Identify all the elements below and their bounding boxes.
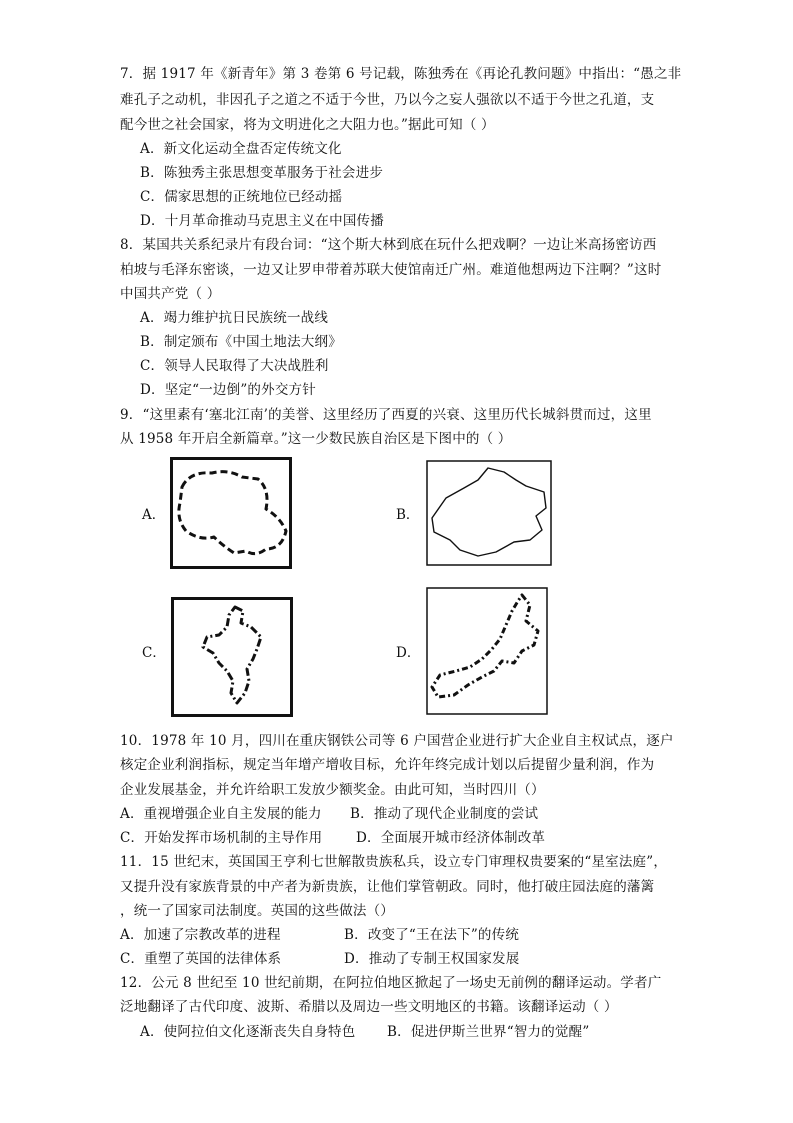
q7-option-a: A．新文化运动全盘否定传统文化 — [140, 141, 342, 157]
q9-stem-line1: 9．“这里素有‘塞北江南’的美誉、这里经历了西夏的兴衰、这里历代长城斜贯而过，这里 — [120, 407, 652, 423]
q12-option-b: B．促进伊斯兰世界“智力的觉醒” — [387, 1024, 590, 1040]
map-c-ningxia-outline — [171, 597, 293, 717]
q11-stem-line3: ，统一了国家司法制度。英国的这些做法（） — [120, 903, 394, 919]
map-label-a: A． — [142, 507, 166, 523]
map-a-tibet-outline — [170, 457, 292, 569]
q10-option-c: C．开始发挥市场机制的主导作用 — [120, 830, 323, 846]
q10-option-b: B．推动了现代企业制度的尝试 — [350, 806, 539, 822]
q7-stem-line2: 难孔子之动机，非因孔子之道之不适于今世，乃以今之妄人强欲以不适于今世之孔道，支 — [120, 92, 655, 108]
q10-option-a: A．重视增强企业自主发展的能力 — [120, 806, 322, 822]
map-d-inner-mongolia-outline — [426, 587, 548, 715]
q11-stem-line2: 又提升没有家族背景的中产者为新贵族，让他们掌管朝政。同时，他打破庄园法庭的藩篱 — [120, 879, 655, 895]
q7-option-c: C．儒家思想的正统地位已经动摇 — [140, 189, 343, 205]
q7-stem-line3: 配今世之社会国家，将为文明进化之大阻力也。”据此可知（ ） — [120, 117, 495, 133]
q8-stem-line2: 柏坡与毛泽东密谈，一边又让罗申带着苏联大使馆南迁广州。难道他想两边下注啊？”这时 — [120, 262, 662, 278]
q10-stem-line3: 企业发展基金，并允许给职工发放少额奖金。由此可知，当时四川（） — [120, 782, 545, 798]
q12-stem-line2: 泛地翻译了古代印度、波斯、希腊以及周边一些文明地区的书籍。该翻译运动（ ） — [120, 999, 618, 1015]
q8-option-d: D．坚定“一边倒”的外交方针 — [140, 382, 316, 398]
q7-stem-line1: 7．据 1917 年《新青年》第 3 卷第 6 号记载，陈独秀在《再论孔教问题》中指出：“愚之非 — [120, 66, 682, 82]
q8-option-b: B．制定颁布《中国土地法大纲》 — [140, 334, 342, 350]
q11-option-b: B．改变了“王在法下”的传统 — [344, 927, 520, 943]
q8-option-a: A．竭力维护抗日民族统一战线 — [140, 310, 329, 326]
q10-stem-line2: 核定企业利润指标，规定当年增产增收目标，允许年终完成计划以后提留少量利润，作为 — [120, 757, 655, 773]
q12-option-a: A．使阿拉伯文化逐渐丧失自身特色 — [140, 1024, 356, 1040]
map-label-b: B． — [396, 507, 420, 523]
map-label-d: D． — [396, 645, 421, 661]
q10-option-d: D．全面展开城市经济体制改革 — [356, 830, 546, 846]
q10-stem-line1: 10．1978 年 10 月，四川在重庆钢铁公司等 6 户国营企业进行扩大企业自主权试点，逐户 — [120, 733, 674, 749]
q7-option-b: B．陈独秀主张思想变革服务于社会进步 — [140, 165, 384, 181]
q8-stem-line3: 中国共产党（ ） — [120, 286, 221, 302]
map-label-c: C． — [142, 645, 166, 661]
map-b-xinjiang-outline — [426, 460, 552, 566]
q12-stem-line1: 12．公元 8 世纪至 10 世纪前期，在阿拉伯地区掀起了一场史无前例的翻译运动。学者广 — [120, 975, 662, 991]
q7-option-d: D．十月革命推动马克思主义在中国传播 — [140, 213, 384, 229]
q9-stem-line2: 从 1958 年开启全新篇章。”这一少数民族自治区是下图中的（ ） — [120, 431, 512, 447]
q8-stem-line1: 8．某国共关系纪录片有段台词：“这个斯大林到底在玩什么把戏啊？一边让米高扬密访西 — [120, 237, 657, 253]
q11-option-a: A．加速了宗教改革的进程 — [120, 927, 281, 943]
q11-stem-line1: 11．15 世纪末，英国国王亨利七世解散贵族私兵，设立专门审理权贵要案的“星室法庭”， — [120, 854, 668, 870]
q11-option-c: C．重塑了英国的法律体系 — [120, 951, 282, 967]
q11-option-d: D．推动了专制王权国家发展 — [344, 951, 520, 967]
q8-option-c: C．领导人民取得了大决战胜利 — [140, 358, 329, 374]
